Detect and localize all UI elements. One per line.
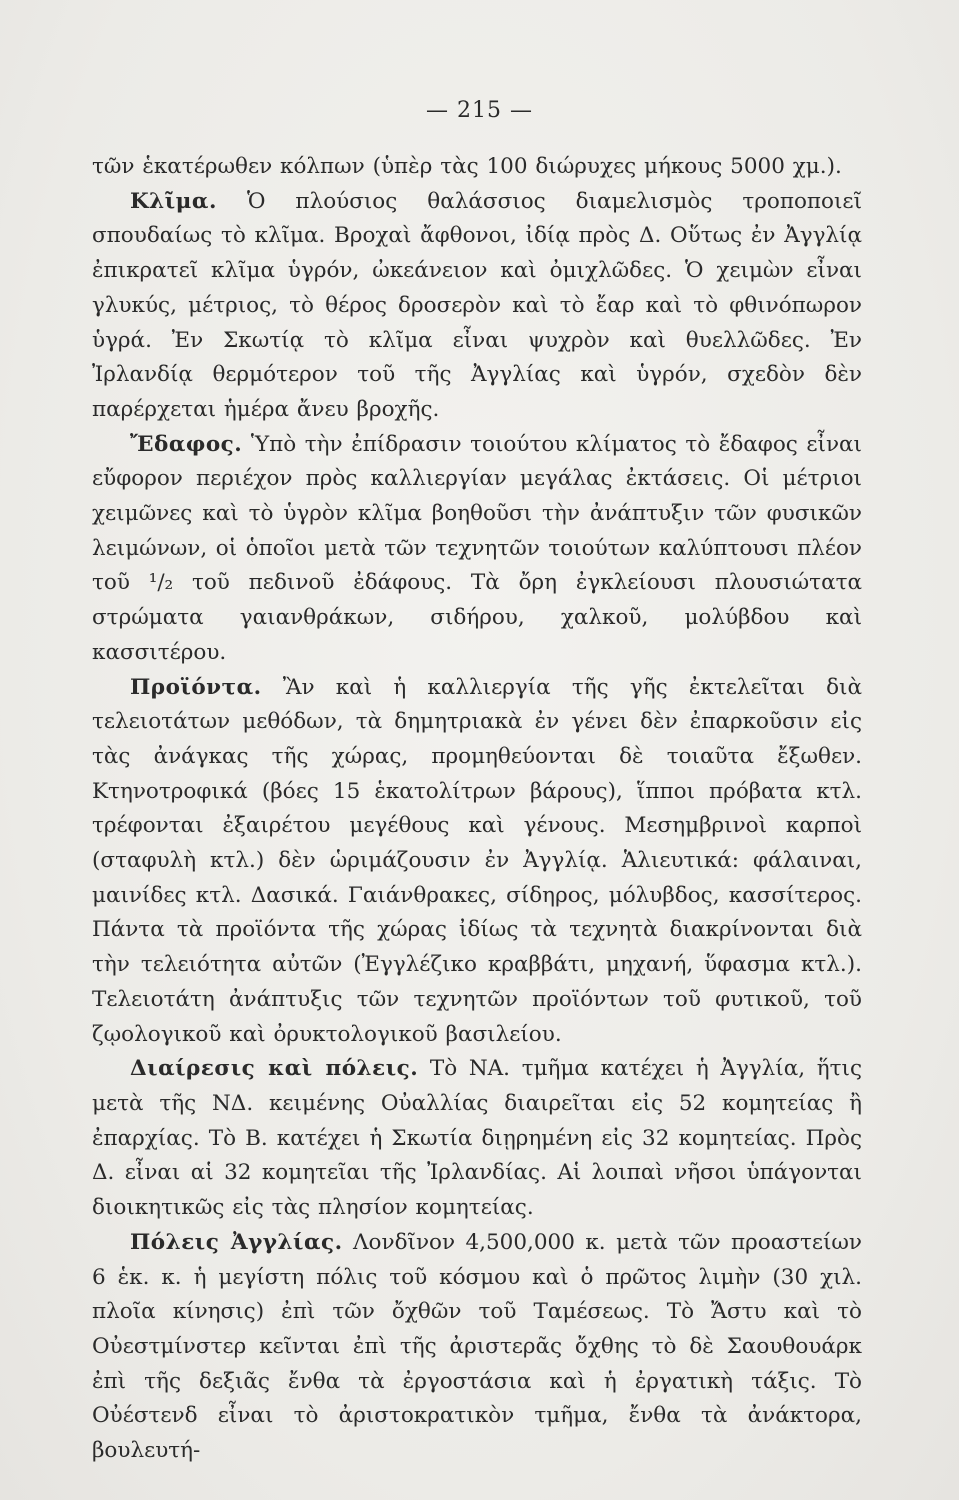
- paragraph-text: Ὁ πλούσιος θαλάσσιος διαμελισμὸς τροποποιεῖ σπουδαίως τὸ κλῖμα. Βροχαὶ ἄφθονοι, ἰδίᾳ πρὸς Δ. Οὕτως ἐν Ἀγγλίᾳ ἐπικρατεῖ κλῖμα ὑγρόν, ὠκεάνειον καὶ ὀμιχλῶδες. Ὁ χειμὼν εἶναι γλυκύς, μέτριος, τὸ θέρος δροσερὸν καὶ τὸ ἔαρ καὶ τὸ φθινόπωρον ὑγρά. Ἐν Σκωτίᾳ τὸ κλῖμα εἶναι ψυχρὸν καὶ θυελλῶδες. Ἐν Ἰρλανδίᾳ θερμότερον τοῦ τῆς Ἀγγλίας καὶ ὑγρόν, σχεδὸν δὲν παρέρχεται ἡμέρα ἄνευ βροχῆς.: [92, 188, 863, 422]
- paragraph-text: Ὑπὸ τὴν ἐπίδρασιν τοιούτου κλίματος τὸ ἔδαφος εἶναι εὔφορον περιέχον πρὸς καλλιεργίαν μεγάλας ἐκτάσεις. Οἱ μέτριοι χειμῶνες καὶ τὸ ὑγρὸν κλῖμα βοηθοῦσι τὴν ἀνάπτυξιν τῶν φυσικῶν λειμώνων, οἱ ὁποῖοι μετὰ τῶν τεχνητῶν τοιούτων καλύπτουσι πλέον τοῦ ¹/₂ τοῦ πεδινοῦ ἐδάφους. Τὰ ὄρη ἐγκλείουσι πλουσιώτατα στρώματα γαιανθράκων, σιδήρου, χαλκοῦ, μολύβδου καὶ κασσιτέρου.: [92, 431, 862, 665]
- paragraph-heading: Ἔδαφος.: [130, 431, 243, 457]
- paragraph-divisions: [92, 1052, 862, 1226]
- paragraph-heading: Διαίρεσις καὶ πόλεις.: [130, 1056, 419, 1082]
- page-body: [92, 150, 862, 1469]
- paragraph-text: Τὸ ΝΑ. τμῆμα κατέχει ἡ Ἀγγλία, ἥτις μετὰ τῆς ΝΔ. κειμένης Οὐαλλίας διαιρεῖται εἰς 52 κομητείας ἢ ἐπαρχίας. Τὸ Β. κατέχει ἡ Σκωτία διῃρημένη εἰς 32 κομητείας. Πρὸς Δ. εἶναι αἱ 32 κομητεῖαι τῆς Ἰρλανδίας. Αἱ λοιπαὶ νῆσοι ὑπάγονται διοικητικῶς εἰς τὰς πλησίον κομητείας.: [92, 1056, 862, 1221]
- paragraph-soil: [92, 428, 862, 671]
- paragraph-cities: [92, 1226, 862, 1469]
- paragraph-continuation: [92, 150, 862, 185]
- paragraph-text: τῶν ἑκατέρωθεν κόλπων (ὑπὲρ τὰς 100 διώρυχες μήκους 5000 χμ.).: [92, 154, 842, 179]
- paragraph-heading: Κλῖμα.: [130, 188, 217, 214]
- page-number: — 215 —: [426, 98, 533, 123]
- paragraph-heading: Προϊόντα.: [130, 674, 262, 700]
- paragraph-text: Ἂν καὶ ἡ καλλιεργία τῆς γῆς ἐκτελεῖται διὰ τελειοτάτων μεθόδων, τὰ δημητριακὰ ἐν γένει δὲν ἐπαρκοῦσιν εἰς τὰς ἀνάγκας τῆς χώρας, προμηθεύονται δὲ τοιαῦτα ἔξωθεν. Κτηνοτροφικά (βόες 15 ἑκατολίτρων βάρους), ἵπποι πρόβατα κτλ. τρέφονται ἐξαιρέτου μεγέθους καὶ γένους. Μεσημβρινοὶ καρποὶ (σταφυλὴ κτλ.) δὲν ὡριμάζουσιν ἐν Ἀγγλίᾳ. Ἁλιευτικά: φάλαιναι, μαινίδες κτλ. Δασικά. Γαιάνθρακες, σίδηρος, μόλυβδος, κασσίτερος. Πάντα τὰ προϊόντα τῆς χώρας ἰδίως τὰ τεχνητὰ διακρίνονται διὰ τὴν τελειότητα αὐτῶν (Ἐγγλέζικο κραββάτι, μηχανή, ὕφασμα κτλ.). Τελειοτάτη ἀνάπτυξις τῶν τεχνητῶν προϊόντων τοῦ φυτικοῦ, τοῦ ζῳολογικοῦ καὶ ὀρυκτολογικοῦ βασιλείου.: [92, 674, 862, 1047]
- paragraph-products: [92, 671, 862, 1053]
- paragraph-heading: Πόλεις Ἀγγλίας.: [130, 1229, 343, 1255]
- paragraph-text: Λονδῖνον 4,500,000 κ. μετὰ τῶν προαστείων 6 ἑκ. κ. ἡ μεγίστη πόλις τοῦ κόσμου καὶ ὁ πρῶτος λιμὴν (30 χιλ. πλοῖα κίνησις) ἐπὶ τῶν ὄχθῶν τοῦ Ταμέσεως. Τὸ Ἄστυ καὶ τὸ Οὐεστμίνστερ κεῖνται ἐπὶ τῆς ἀριστερᾶς ὄχθης τὸ δὲ Σαουθουάρκ ἐπὶ τῆς δεξιᾶς ἔνθα τὰ ἐργοστάσια καὶ ἡ ἐργατικὴ τάξις. Τὸ Οὐέστενδ εἶναι τὸ ἀριστοκρατικὸν τμῆμα, ἔνθα τὰ ἀνάκτορα, βουλευτή-: [92, 1229, 863, 1464]
- paragraph-climate: [92, 185, 862, 428]
